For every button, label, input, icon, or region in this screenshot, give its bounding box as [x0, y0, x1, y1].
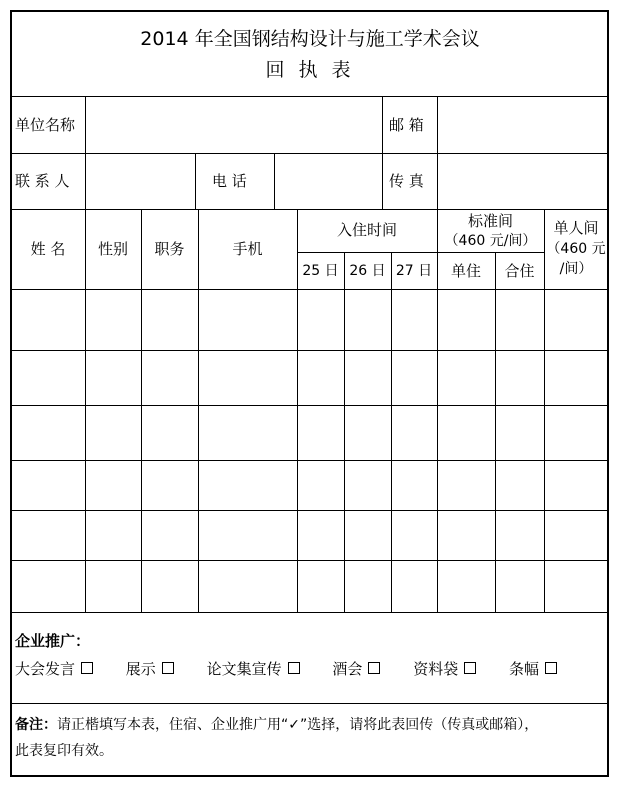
form-title: 2014 年全国钢结构设计与施工学术会议	[140, 28, 480, 50]
checkbox[interactable]	[288, 662, 300, 674]
table-row[interactable]	[11, 290, 608, 350]
contact-label: 联 系 人	[15, 172, 70, 190]
option-keynote-speech[interactable]	[15, 660, 93, 678]
divider	[274, 153, 275, 209]
note-label: 备注：	[15, 717, 57, 733]
option-banner[interactable]	[509, 660, 557, 678]
option-label: 条幅	[508, 660, 539, 678]
divider	[11, 209, 608, 210]
email-field[interactable]	[440, 98, 606, 152]
option-label: 展示	[125, 660, 156, 678]
option-label: 酒会	[332, 660, 363, 678]
note-text: 请正楷填写本表，住宿、企业推广用“✓”选择，请将此表回传（传真或邮箱），	[57, 717, 539, 733]
divider	[11, 612, 608, 613]
promotion-options	[15, 660, 557, 678]
table-row[interactable]	[11, 511, 608, 560]
header-position: 职务	[154, 240, 185, 258]
note	[15, 716, 538, 734]
checkbox[interactable]	[81, 662, 93, 674]
option-exhibition[interactable]	[126, 660, 174, 678]
checkbox[interactable]	[368, 662, 380, 674]
header-single-room-price: （460 元	[546, 241, 606, 257]
table-row[interactable]	[11, 406, 608, 460]
option-label: 论文集宣传	[206, 660, 282, 678]
header-single-room: 单人间	[553, 219, 599, 237]
divider	[195, 153, 196, 209]
email-label: 邮 箱	[389, 116, 424, 134]
header-checkin-time: 入住时间	[336, 221, 397, 239]
option-proceedings-ad[interactable]	[207, 660, 300, 678]
form-subtitle: 回 执 表	[265, 59, 355, 81]
header-single-occupancy: 单住	[450, 262, 481, 280]
unit-name-field[interactable]	[88, 98, 380, 152]
checkbox[interactable]	[162, 662, 174, 674]
checkbox[interactable]	[464, 662, 476, 674]
table-row[interactable]	[11, 351, 608, 405]
header-standard-price: （460 元/间）	[444, 233, 537, 249]
header-shared-occupancy: 合住	[504, 262, 535, 280]
divider	[11, 96, 608, 97]
note-text-line2: 此表复印有效。	[15, 743, 113, 759]
header-standard-room: 标准间	[467, 212, 513, 230]
header-single-room-unit: /间）	[559, 261, 593, 277]
divider	[437, 252, 544, 253]
fax-label: 传 真	[389, 172, 424, 190]
divider	[297, 252, 437, 253]
fax-field[interactable]	[440, 155, 606, 208]
option-material-bag[interactable]	[413, 660, 476, 678]
header-gender: 性别	[97, 240, 128, 258]
promotion-label: 企业推广：	[15, 632, 91, 650]
option-reception[interactable]	[332, 660, 380, 678]
phone-field[interactable]	[277, 155, 380, 208]
divider	[85, 96, 86, 209]
divider	[437, 96, 438, 209]
table-row[interactable]	[11, 461, 608, 510]
divider	[382, 96, 383, 209]
phone-label: 电 话	[212, 172, 247, 190]
divider	[11, 153, 608, 154]
header-day-27: 27 日	[395, 263, 433, 279]
header-name: 姓 名	[30, 240, 66, 258]
header-mobile: 手机	[232, 240, 263, 258]
contact-field[interactable]	[88, 155, 193, 208]
header-day-25: 25 日	[302, 263, 339, 279]
checkbox[interactable]	[545, 662, 557, 674]
header-day-26: 26 日	[349, 263, 386, 279]
unit-name-label: 单位名称	[15, 116, 76, 134]
option-label: 大会发言	[15, 660, 76, 678]
divider	[11, 703, 608, 704]
table-row[interactable]	[11, 561, 608, 612]
option-label: 资料袋	[413, 660, 459, 678]
